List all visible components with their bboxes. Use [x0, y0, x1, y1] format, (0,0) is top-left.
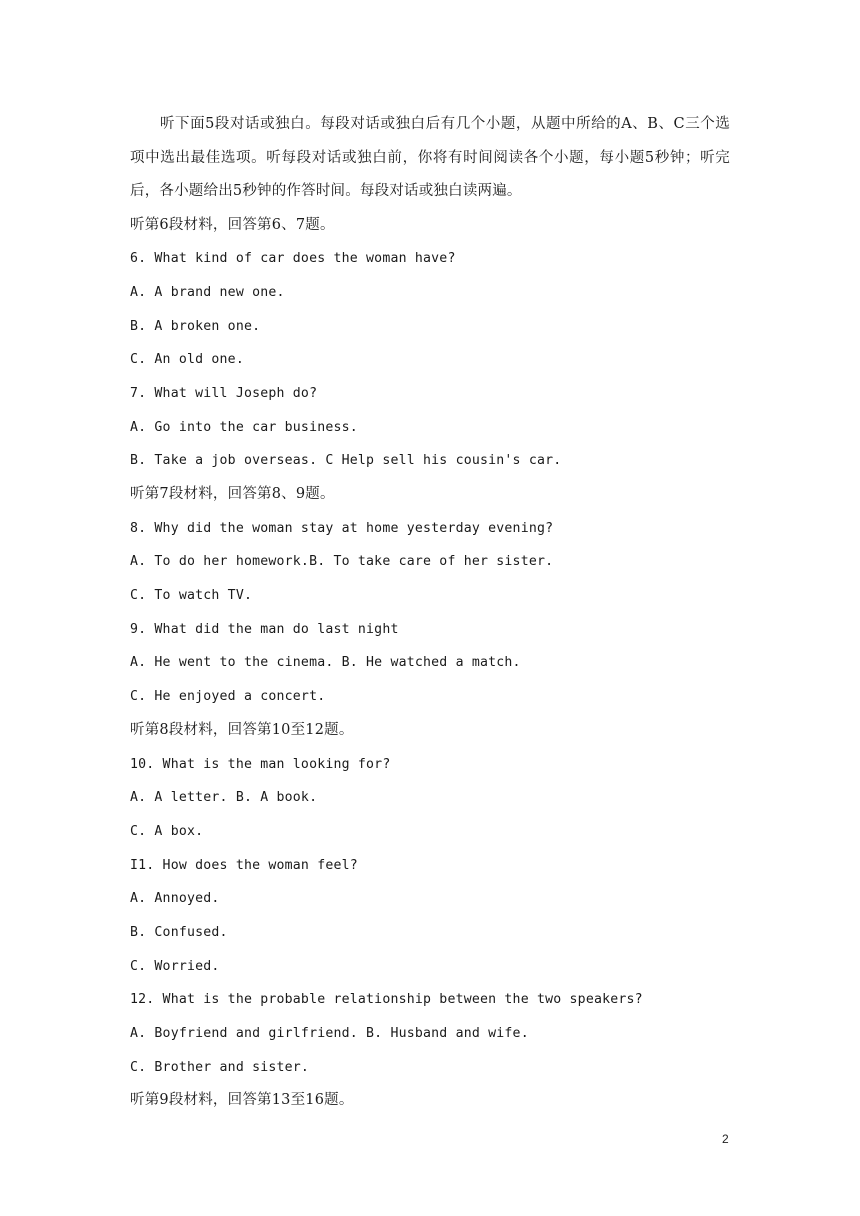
question-line: 6. What kind of car does the woman have?	[130, 251, 456, 267]
question-list	[130, 209, 730, 1119]
answer-option-line: C. To watch TV.	[130, 588, 253, 604]
section-heading: 听第6段材料，回答第6、7题。	[130, 216, 335, 233]
answer-option-line: C. An old one.	[130, 352, 244, 368]
answer-option-line: A. Boyfriend and girlfriend. B. Husband and wife.	[130, 1026, 529, 1041]
section-heading: 听第9段材料，回答第13至16题。	[130, 1092, 354, 1109]
question-line: 9. What did the man do last night	[130, 621, 399, 637]
page-number: 2	[722, 1132, 729, 1146]
answer-option-line: A. Go into the car business.	[130, 419, 358, 435]
question-line: 10. What is the man looking for?	[130, 756, 391, 772]
answer-option-line: A. Annoyed.	[130, 891, 220, 907]
answer-option-line: C. He enjoyed a concert.	[130, 689, 326, 705]
question-line: 7. What will Joseph do?	[130, 385, 318, 401]
answer-option-line: B. A broken one.	[130, 318, 261, 334]
answer-option-line: B. Take a job overseas. C Help sell his cousin's car.	[130, 453, 562, 469]
answer-option-line: B. Confused.	[130, 924, 228, 940]
section-heading: 听第8段材料，回答第10至12题。	[130, 721, 354, 738]
answer-option-line: C. A box.	[130, 823, 204, 839]
question-line: 8. Why did the woman stay at home yesterday evening?	[130, 520, 554, 536]
section-heading: 听第7段材料，回答第8、9题。	[130, 486, 335, 502]
answer-option-line: A. A letter. B. A book.	[130, 790, 318, 806]
document-body	[130, 108, 730, 1118]
section-instructions: 听下面5段对话或独白。每段对话或独白后有几个小题，从题中所给的A、B、C三个选项中选出最佳选项。听每段对话或独白前，你将有时间阅读各个小题，每小题5秒钟；听完后，各小题给出5秒钟的作答时间。每段对话或独白读两遍。	[130, 116, 730, 199]
question-line: 12. What is the probable relationship between the two speakers?	[130, 992, 643, 1008]
answer-option-line: A. A brand new one.	[130, 284, 285, 300]
answer-option-line: C. Worried.	[130, 958, 220, 974]
answer-option-line: A. To do her homework.B. To take care of her sister.	[130, 554, 554, 570]
question-line: I1. How does the woman feel?	[130, 857, 358, 873]
answer-option-line: C. Brother and sister.	[130, 1059, 310, 1075]
answer-option-line: A. He went to the cinema. B. He watched a match.	[130, 655, 521, 671]
